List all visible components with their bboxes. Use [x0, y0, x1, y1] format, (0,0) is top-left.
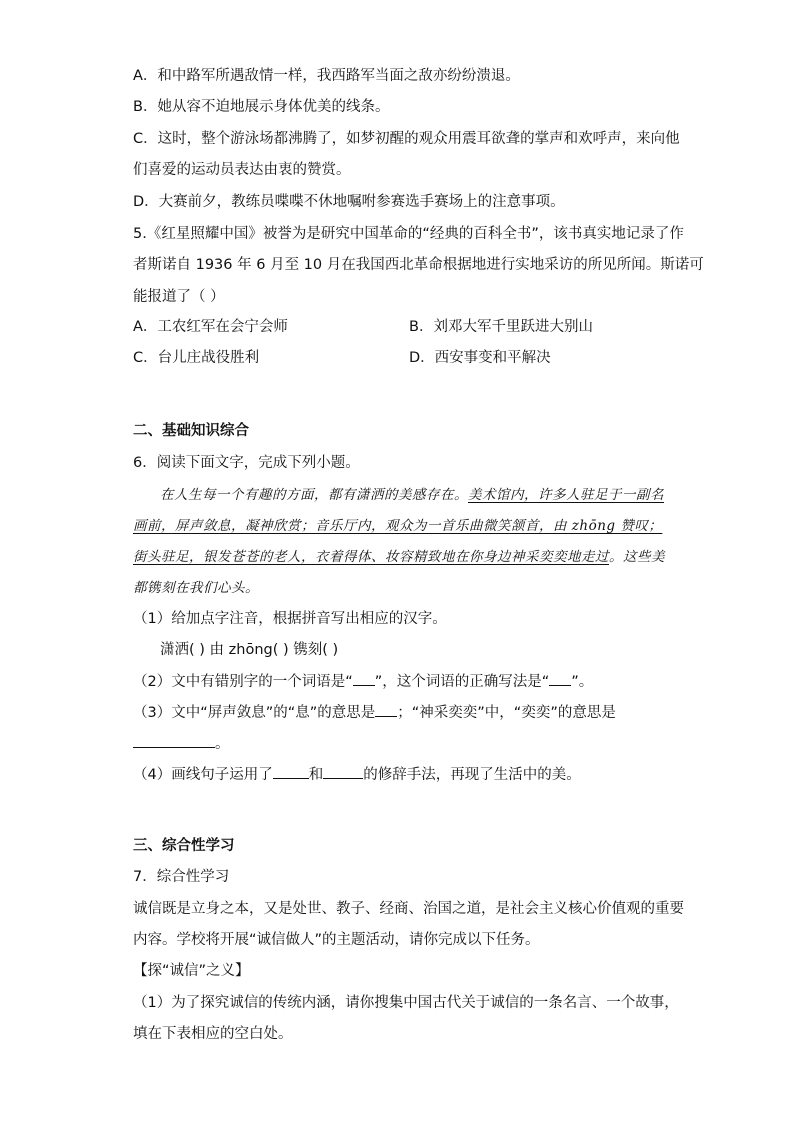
option-b-q4: B．她从容不迫地展示身体优美的线条。	[133, 99, 390, 115]
option-c-q4-line2: 们喜爱的运动员表达由衷的赞赏。	[133, 162, 351, 178]
q5-option-c: C．台儿庄战役胜利	[133, 350, 260, 366]
q5-stem-line2: 者斯诺自 1936 年 6 月至 10 月在我国西北革命根据地进行实地采访的所见所闻。斯诺可	[133, 257, 704, 273]
q6-part2: （2）文中有错别字的一个词语是“ ”，这个词语的正确写法是“ ”。	[133, 671, 593, 692]
passage-line4: 都镌刻在我们心头。	[133, 580, 259, 596]
q5-stem-line1: 5.《红星照耀中国》被誉为是研究中国革命的“经典的百科全书”，该书真实地记录了作	[133, 226, 684, 242]
q7-title: 7．综合性学习	[133, 869, 230, 885]
passage-line2: 画前，屏声敛息，凝神欣赏；音乐厅内，观众为一首乐曲微笑颔首，由 zhōng 赞叹；	[133, 518, 663, 534]
q7-task1-line1: （1）为了探究诚信的传统内涵，请你搜集中国古代关于诚信的一条名言、一个故事，	[133, 995, 679, 1011]
q5-option-a: A．工农红军在会宁会师	[133, 319, 288, 335]
q5-option-d: D．西安事变和平解决	[409, 350, 551, 366]
option-c-q4-line1: C．这时，整个游泳场都沸腾了，如梦初醒的观众用震耳欲聋的掌声和欢呼声，来向他	[133, 131, 680, 147]
q6-part3-answer: 。	[133, 733, 230, 754]
q6-part4: （4）画线句子运用了 和 的修辞手法，再现了生活中的美。	[133, 764, 581, 785]
q6-part1: （1）给加点字注音，根据拼音写出相应的汉字。	[133, 611, 447, 627]
option-d-q4: D．大赛前夕，教练员喋喋不休地嘱咐参赛选手赛场上的注意事项。	[133, 194, 565, 210]
q7-task1-line2: 填在下表相应的空白处。	[133, 1026, 293, 1042]
q6-part3: （3）文中“屏声敛息”的“息”的意思是 ；“神采奕奕”中，“奕奕”的意思是	[133, 702, 616, 723]
q5-option-b: B．刘邓大军千里跃进大别山	[409, 319, 593, 335]
passage-line1: 在人生每一个有趣的方面，都有潇洒的美感存在。美术馆内，许多人驻足于一副名	[160, 487, 664, 503]
passage-line3: 街头驻足，银发苍苍的老人，衣着得体、妆容精致地在你身边神采奕奕地走过。这些美	[133, 549, 665, 565]
q6-stem: 6．阅读下面文字，完成下列小题。	[133, 455, 360, 471]
q7-intro-line2: 内容。学校将开展“诚信做人”的主题活动，请你完成以下任务。	[133, 932, 540, 948]
q5-stem-line3: 能报道了（ ）	[133, 289, 225, 305]
q6-part1-items: 潇洒( ) 由 zhōng( ) 镌刻( )	[160, 642, 339, 658]
q7-intro-line1: 诚信既是立身之本，又是处世、教子、经商、治国之道，是社会主义核心价值观的重要	[133, 901, 684, 917]
section-2-heading: 二、基础知识综合	[133, 423, 249, 439]
section-3-heading: 三、综合性学习	[133, 838, 235, 854]
q7-subheading: 【探“诚信”之义】	[133, 963, 250, 979]
option-a-q4: A．和中路军所遇敌情一样，我西路军当面之敌亦纷纷溃退。	[133, 68, 520, 84]
